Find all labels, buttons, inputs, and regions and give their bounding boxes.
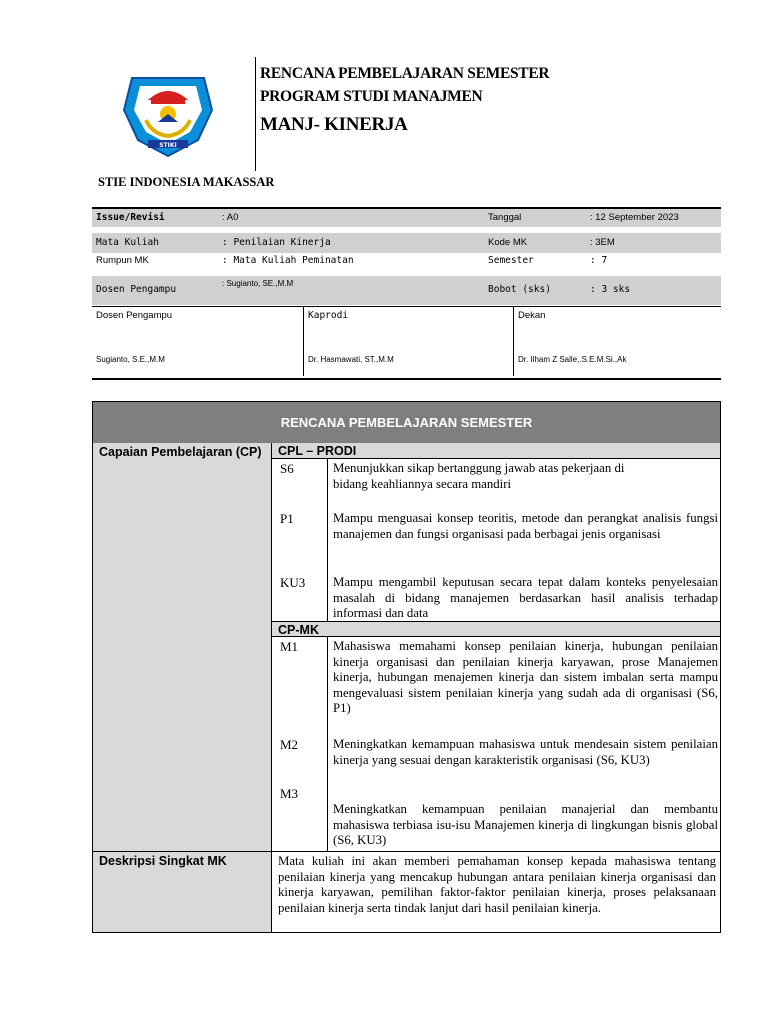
cpmk-text: Meningkatkan kemampuan mahasiswa untuk mendesain sistem penilaian kinerja yang sesuai dengan karakteristik organisasi (S6, KU3) bbox=[333, 737, 718, 767]
sig-dekan-label: Dekan bbox=[518, 310, 546, 321]
cpmk-text: Mahasiswa memahami konsep penilaian kinerja, hubungan penilaian kinerja organisasi dan penilaian kinerja karyawan, prose Manajemen kinerja, hubungan menajemen kinerja dan sistem imbalan serta mampu mengevaluasi sistem penilaian kinerja yang sudah ada di organisasi (S6, P1) bbox=[333, 639, 718, 715]
sig-dosen-name: Sugianto, S.E.,M.M bbox=[96, 355, 165, 364]
sig-dekan-name: Dr. Ilham Z Salle,.S.E.M.Si.,Ak bbox=[518, 355, 627, 364]
deskripsi-label: Deskripsi Singkat MK bbox=[99, 854, 227, 868]
issue-label: Issue/Revisi bbox=[96, 212, 165, 223]
tanggal-value: : 12 September 2023 bbox=[590, 212, 679, 223]
cpl-code: KU3 bbox=[280, 575, 306, 590]
sig-kaprodi-label: Kaprodi bbox=[308, 310, 349, 321]
cpl-code-divider bbox=[327, 459, 328, 621]
cpmk-code: M1 bbox=[280, 639, 299, 654]
course-title: MANJ- KINERJA bbox=[260, 114, 408, 135]
cpmk-code: M3 bbox=[280, 786, 299, 801]
logo-text: STIKI bbox=[159, 142, 177, 149]
rumpun-value: : Mata Kuliah Peminatan bbox=[222, 255, 354, 266]
rps-table bbox=[92, 401, 721, 933]
rps-heading: RENCANA PEMBELAJARAN SEMESTER bbox=[93, 402, 720, 444]
cpl-code: P1 bbox=[280, 511, 294, 526]
cpmk-text: Meningkatkan kemampuan penilaian manajerial dan membantu mahasiswa terbiasa isu-isu Manajemen kinerja di lingkungan bisnis global (S6, KU3) bbox=[333, 802, 718, 847]
program-title: PROGRAM STUDI MANAJMEN bbox=[260, 88, 483, 105]
sig-dosen-label: Dosen Pengampu bbox=[96, 310, 173, 321]
institution-logo bbox=[118, 70, 218, 160]
rumpun-label: Rumpun MK bbox=[96, 255, 149, 266]
cpl-text: Mampu menguasai konsep teoritis, metode dan perangkat analisis fungsi manajemen dan fungsi organisasi pada berbagai jenis organisasi bbox=[333, 511, 718, 541]
institution-name: STIE INDONESIA MAKASSAR bbox=[98, 175, 275, 189]
doc-title: RENCANA PEMBELAJARAN SEMESTER bbox=[260, 65, 550, 82]
cp-label: Capaian Pembelajaran (CP) bbox=[99, 445, 262, 459]
cpmk-header: CP-MK bbox=[272, 621, 720, 637]
dosen-label: Dosen Pengampu bbox=[96, 284, 177, 295]
bobot-value: : 3 sks bbox=[590, 284, 631, 295]
deskripsi-text: Mata kuliah ini akan memberi pemahaman konsep kepada mahasiswa tentang penilaian kinerja yang mencakup hubungan antara penilaian kinerja organisasi dan kinerja karyawan, pemilihan faktor-faktor penilaian kinerja, proses pelaksanaan penilaian kinerja serta tindak lanjut dari hasil penilaian kinerja. bbox=[278, 854, 716, 915]
matkul-label: Mata Kuliah bbox=[96, 237, 159, 248]
sig-col-divider bbox=[513, 307, 514, 376]
sig-col-divider bbox=[303, 307, 304, 376]
bobot-label: Bobot (sks) bbox=[488, 284, 551, 295]
row-matkul bbox=[92, 233, 721, 253]
semester-value: : 7 bbox=[590, 255, 608, 266]
cpl-header: CPL – PRODI bbox=[272, 443, 720, 459]
semester-label: Semester bbox=[488, 255, 534, 266]
kodemk-label: Kode MK bbox=[488, 237, 528, 248]
kodemk-value: : 3EM bbox=[590, 237, 615, 248]
matkul-value: : Penilaian Kinerja bbox=[222, 237, 331, 248]
dosen-value: : Sugianto, SE.,M.M bbox=[222, 279, 294, 288]
cp-label-cell bbox=[93, 443, 272, 851]
tanggal-label: Tanggal bbox=[488, 212, 522, 223]
header-divider bbox=[255, 57, 256, 171]
course-info-table bbox=[92, 207, 721, 380]
cpl-text: Menunjukkan sikap bertanggung jawab atas pekerjaan di bidang keahliannya secara mandiri bbox=[333, 461, 625, 491]
sig-kaprodi-name: Dr. Hasmawati, ST.,M.M bbox=[308, 355, 394, 364]
signature-divider bbox=[92, 306, 721, 307]
cpmk-code: M2 bbox=[280, 737, 299, 752]
cpl-text: Mampu mengambil keputusan secara tepat dalam konteks penyelesaian masalah di bidang manajemen berdasarkan hasil analisis terhadap informasi dan data bbox=[333, 575, 718, 620]
issue-value: : A0 bbox=[222, 212, 239, 223]
cpl-code: S6 bbox=[280, 461, 294, 476]
